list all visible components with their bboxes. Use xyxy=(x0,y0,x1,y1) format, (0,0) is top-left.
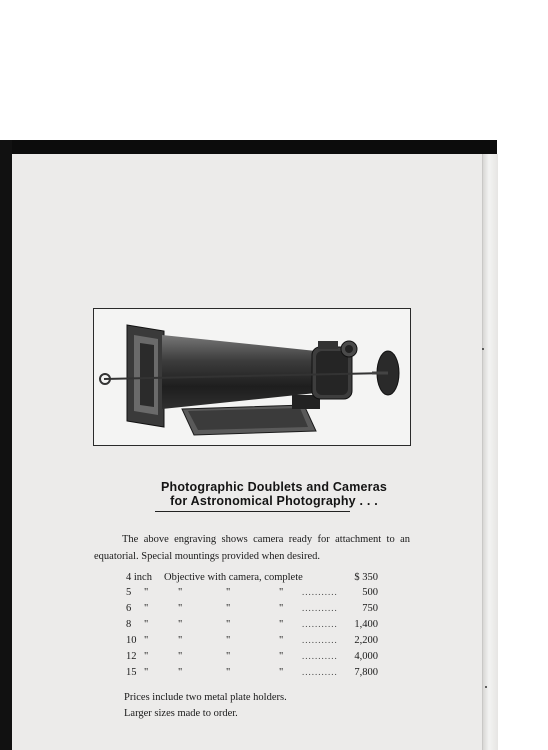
ditto-mark: " xyxy=(279,635,284,646)
ditto-mark: " xyxy=(279,587,284,598)
scan-speck xyxy=(482,348,484,350)
price-row xyxy=(126,617,386,632)
ditto-mark: " xyxy=(279,651,284,662)
leader-dots: ........... xyxy=(302,635,338,645)
scan-left-edge xyxy=(0,140,12,750)
ditto-mark: " xyxy=(144,619,149,630)
scan-top-band xyxy=(0,140,497,154)
ditto-mark: " xyxy=(226,651,231,662)
objective-size: 12 xyxy=(126,651,137,662)
ditto-mark: " xyxy=(144,587,149,598)
price: 2,200 xyxy=(354,635,378,646)
page-edge xyxy=(482,154,498,750)
ditto-mark: " xyxy=(279,619,284,630)
leader-dots: ........... xyxy=(302,619,338,629)
ditto-mark: " xyxy=(144,635,149,646)
ditto-mark: " xyxy=(144,651,149,662)
ditto-mark: " xyxy=(226,603,231,614)
ditto-mark: " xyxy=(144,603,149,614)
camera-engraving xyxy=(93,308,411,446)
objective-size: 15 xyxy=(126,667,137,678)
astronomical-camera-illustration xyxy=(94,309,410,445)
section-title-line-1: Photographic Doublets and Cameras xyxy=(160,480,388,494)
price: 750 xyxy=(362,603,378,614)
price-row xyxy=(126,633,386,648)
objective-size: 8 xyxy=(126,619,132,630)
leader-dots: ........... xyxy=(302,587,338,597)
ditto-mark: " xyxy=(178,587,183,598)
ditto-mark: " xyxy=(226,619,231,630)
price: 7,800 xyxy=(354,667,378,678)
price-row xyxy=(126,585,386,600)
price-row xyxy=(126,601,386,616)
leader-dots: ........... xyxy=(302,651,338,661)
ditto-mark: " xyxy=(178,635,183,646)
intro-paragraph: The above engraving shows camera ready for attachment to an equatorial. Special mountings provided when desired. xyxy=(94,534,410,562)
ditto-mark: " xyxy=(178,619,183,630)
objective-size: 5 xyxy=(126,587,132,598)
ditto-mark: " xyxy=(178,651,183,662)
objective-size: 4 inch xyxy=(126,572,152,583)
leader-dots: ........... xyxy=(302,667,338,677)
ditto-mark: " xyxy=(279,667,284,678)
note-larger-sizes: Larger sizes made to order. xyxy=(124,708,238,719)
title-underline xyxy=(155,511,350,512)
ditto-mark: " xyxy=(178,667,183,678)
objective-size: 10 xyxy=(126,635,137,646)
price: 1,400 xyxy=(354,619,378,630)
leader-dots: ........... xyxy=(302,603,338,613)
objective-size: 6 xyxy=(126,603,132,614)
ditto-mark: " xyxy=(178,603,183,614)
note-plate-holders: Prices include two metal plate holders. xyxy=(124,692,287,703)
ditto-mark: " xyxy=(226,587,231,598)
ditto-mark: " xyxy=(226,635,231,646)
price: $ 350 xyxy=(354,572,378,583)
price-row xyxy=(126,665,386,680)
objective-description: Objective with camera, complete xyxy=(164,572,303,583)
ditto-mark: " xyxy=(144,667,149,678)
price: 500 xyxy=(362,587,378,598)
price: 4,000 xyxy=(354,651,378,662)
scan-speck xyxy=(485,686,487,688)
price-row xyxy=(126,649,386,664)
section-title-line-2: for Astronomical Photography . . . xyxy=(170,494,378,508)
price-row xyxy=(126,570,386,585)
ditto-mark: " xyxy=(279,603,284,614)
ditto-mark: " xyxy=(226,667,231,678)
